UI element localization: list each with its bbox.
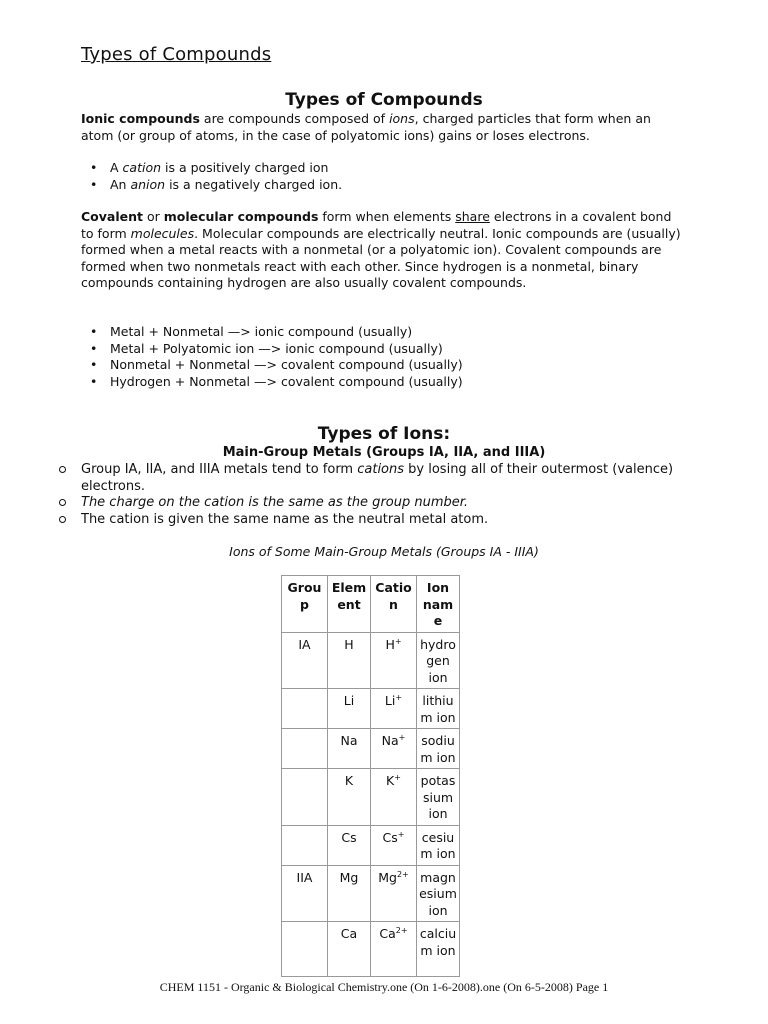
cations-term: cations <box>357 462 405 477</box>
anion-term: anion <box>130 176 166 192</box>
table-header-row <box>282 576 460 633</box>
table-row: Ca $Ca^{2+}$ calciu m ion <box>282 922 460 977</box>
list-item: • An anion is a negatively charged ion. <box>90 176 343 192</box>
molecular-compounds-term: molecular compounds <box>163 209 319 224</box>
cation-term: cation <box>122 160 162 175</box>
list-item: • Nonmetal + Nonmetal —> covalent compound (usually) <box>90 357 463 372</box>
list-item: The cation is given the same name as the neutral metal atom. <box>57 512 697 529</box>
reaction-rules-list <box>81 324 463 390</box>
ions-term: ions <box>389 111 415 126</box>
ions-table-container <box>281 575 471 958</box>
table-row: IIA Mg $Mg^{2+}$ magn esium ion <box>282 865 460 922</box>
section-heading-ions: Types of Ions: <box>317 424 451 444</box>
covalent-paragraph: Covalent or molecular compounds form when elements share electrons in a covalent bond to form molecules. Molecular compounds are electrically neutral. Ionic compounds are (usually) formed when a metal reacts with a nonmetal (or a polyatomic ion). Covalent compounds are formed when two nonmetals react with each other. Since hydrogen is a nonmetal, binary compounds containing hydrogen are also usually covalent compounds. <box>81 209 681 290</box>
table-row: Na Na+ sodiu m ion <box>282 729 460 769</box>
list-item: • Hydrogen + Nonmetal —> covalent compound (usually) <box>90 373 463 389</box>
ionic-text-2: , charged particles that form when an atom (or group of atoms, in the case of polyatomic ions) gains or loses electrons. <box>81 111 651 143</box>
header-group: Grou p <box>282 576 328 633</box>
list-item: • A cation is a positively charged ion <box>90 160 329 175</box>
page-footer: CHEM 1151 - Organic & Biological Chemistry.one (On 1-6-2008).one (On 6-5-2008) Page 1 <box>159 980 609 994</box>
ion-rules-list <box>57 462 697 528</box>
covalent-term: Covalent <box>81 209 143 224</box>
header-element: Elem ent <box>328 576 371 633</box>
table-caption: Ions of Some Main-Group Metals (Groups IA - IIIA) <box>229 544 539 559</box>
ions-table <box>281 575 460 977</box>
ionic-text: are compounds composed of <box>199 111 390 126</box>
table-row: Li Li+ lithiu m ion <box>282 689 460 729</box>
molecules-term: molecules <box>130 225 195 241</box>
header-ion-name: Ion nam e <box>417 576 460 633</box>
list-item: Group IA, IIA, and IIIA metals tend to form cations by losing all of their outermost (valence) electrons. <box>57 462 697 495</box>
header-cation: Catio n <box>371 576 417 633</box>
table-row: K K+ potas sium ion <box>282 769 460 826</box>
share-term: share <box>455 209 490 224</box>
section-heading-compounds: Types of Compounds <box>285 90 483 110</box>
cation-anion-list <box>81 160 342 193</box>
table-row: IA H H+ hydro gen ion <box>282 632 460 689</box>
document-title: Types of Compounds <box>81 44 272 65</box>
table-row: Cs Cs+ cesiu m ion <box>282 825 460 865</box>
list-item: The charge on the cation is the same as the group number. <box>57 495 697 512</box>
ionic-term: Ionic compounds <box>81 111 200 126</box>
ionic-paragraph <box>81 111 681 144</box>
section-subheading: Main-Group Metals (Groups IA, IIA, and IIIA) <box>222 445 546 460</box>
list-item: • Metal + Nonmetal —> ionic compound (usually) <box>90 324 413 339</box>
list-item: • Metal + Polyatomic ion —> ionic compound (usually) <box>90 340 443 356</box>
